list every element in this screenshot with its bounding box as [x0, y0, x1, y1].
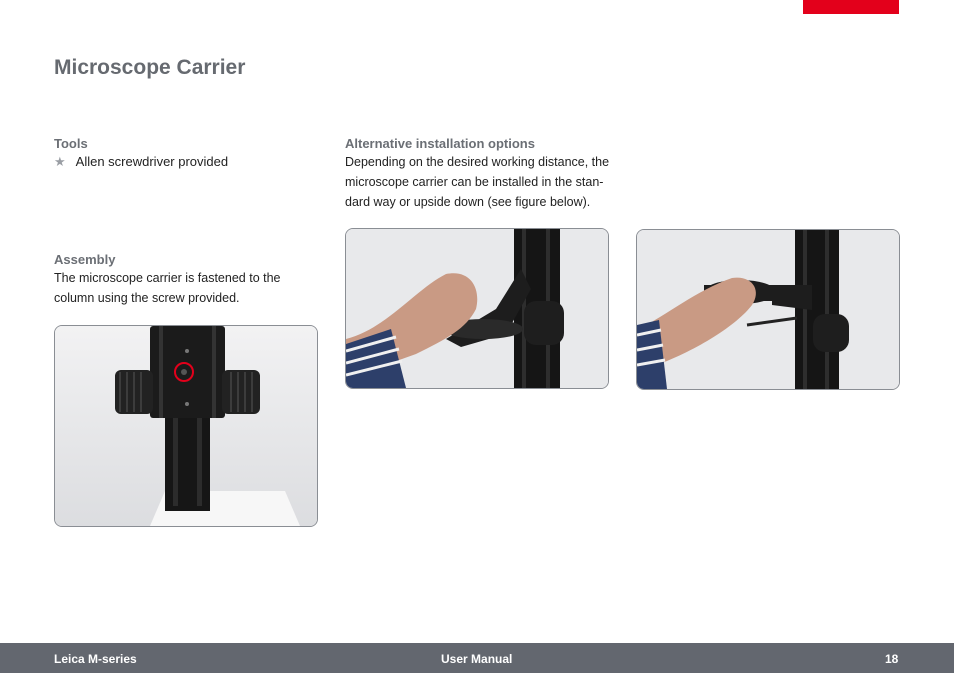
page-footer — [0, 643, 954, 673]
alternative-text — [345, 152, 615, 212]
footer-document-title: User Manual — [441, 652, 513, 666]
page-title: Microscope Carrier — [54, 56, 246, 79]
tools-heading: Tools — [54, 136, 88, 151]
tools-item-label: Allen screwdriver provided — [75, 154, 229, 169]
installation-photo-upside-down — [636, 229, 900, 390]
brand-tab — [803, 0, 899, 14]
page-number: 18 — [885, 652, 899, 666]
alternative-line: dard way or upside down (see figure below). — [345, 195, 591, 209]
assembly-text: The microscope carrier is fastened to the column using the screw provided. — [54, 271, 281, 305]
alternative-line: Depending on the desired working distance, the — [345, 155, 610, 169]
alternative-heading: Alternative installation options — [345, 136, 535, 151]
assembly-heading: Assembly — [54, 252, 116, 267]
installation-photo-standard — [345, 228, 609, 389]
tools-list-item — [54, 152, 228, 172]
carrier-photo — [54, 325, 318, 527]
alternative-line: microscope carrier can be installed in the stan- — [345, 175, 604, 189]
star-bullet-icon: ★ — [54, 154, 66, 169]
footer-product: Leica M-series — [54, 652, 137, 666]
